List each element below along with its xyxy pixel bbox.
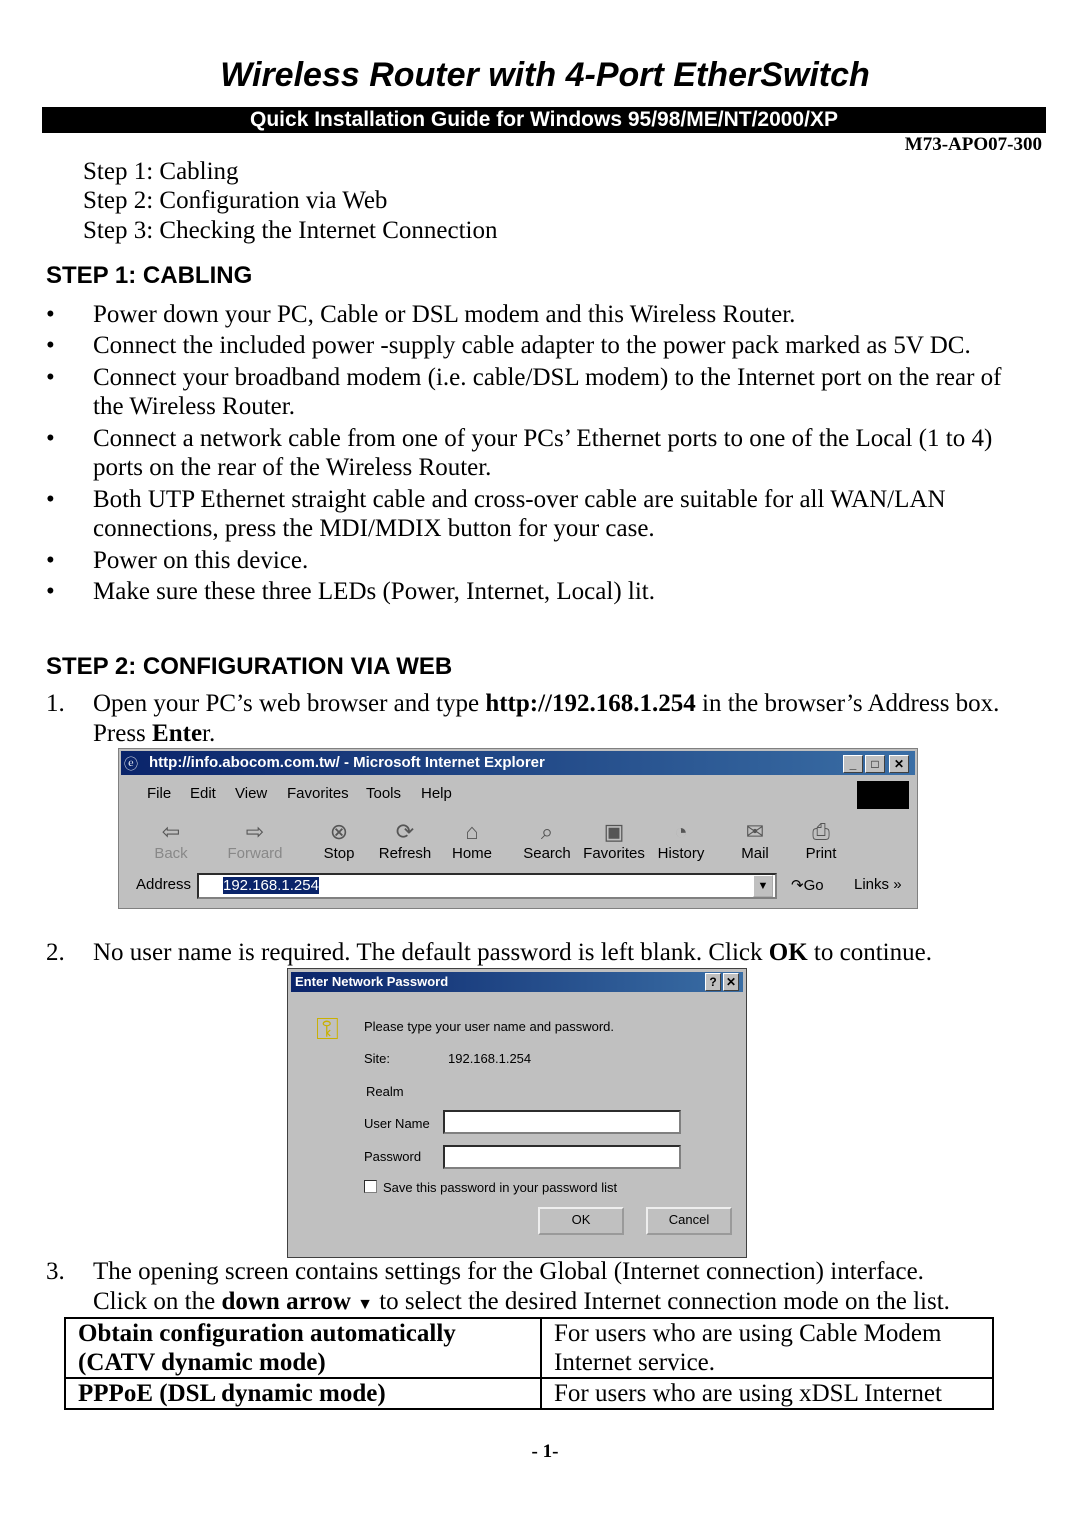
text: Press	[93, 720, 153, 747]
search-icon: ⌕	[540, 819, 554, 844]
print-button[interactable]	[791, 819, 851, 862]
bullet-text: the Wireless Router.	[93, 393, 295, 420]
text: Open your PC’s web browser and type	[93, 690, 486, 717]
home-icon: ⌂	[465, 819, 479, 844]
minimize-button[interactable]: _	[843, 755, 863, 773]
dialog-titlebar	[291, 972, 743, 992]
network-password-dialog	[287, 968, 747, 1258]
bullet-icon: •	[46, 364, 55, 391]
text: No user name is required. The default password is left blank. Click	[93, 939, 769, 966]
refresh-icon: ⟳	[395, 819, 415, 844]
step2-heading: STEP 2: CONFIGURATION VIA WEB	[46, 653, 453, 680]
bullet-icon: •	[46, 547, 55, 574]
mail-icon: ✉	[745, 819, 765, 844]
menu-help[interactable]: Help	[421, 785, 452, 802]
label: Favorites	[583, 845, 645, 862]
dialog-title: Enter Network Password	[295, 974, 449, 989]
ie-icon: ⓔ	[124, 758, 138, 773]
go-button[interactable]: ↷Go	[791, 877, 824, 894]
home-button[interactable]	[442, 819, 502, 862]
label: Stop	[323, 845, 355, 862]
item1-line1	[93, 689, 999, 719]
close-button[interactable]: ✕	[889, 755, 909, 773]
password-label: Password	[364, 1149, 422, 1164]
bullet-text: Connect your broadband modem (i.e. cable/DSL modem) to the Internet port on the rear of	[93, 364, 1002, 391]
menu-edit[interactable]: Edit	[190, 785, 216, 802]
forward-arrow-icon: ⇨	[245, 819, 265, 844]
overview-step-3: Step 3: Checking the Internet Connection	[83, 217, 498, 244]
save-password-checkbox[interactable]	[364, 1180, 377, 1193]
windows-logo-icon	[857, 781, 909, 809]
label: Forward	[227, 845, 283, 862]
password-input[interactable]	[443, 1145, 681, 1169]
browser-titlebar	[121, 751, 915, 775]
document-title: Wireless Router with 4-Port EtherSwitch	[220, 56, 870, 94]
mode-cell: PPPoE (DSL dynamic mode)	[65, 1378, 541, 1409]
help-button[interactable]: ?	[705, 973, 721, 991]
menu-view[interactable]: View	[235, 785, 268, 802]
history-button[interactable]	[651, 819, 711, 862]
realm-label: Realm	[366, 1084, 404, 1099]
maximize-button[interactable]: □	[865, 755, 885, 773]
site-label: Site:	[364, 1051, 391, 1066]
bullet-text: Connect a network cable from one of your PCs’ Ethernet ports to one of the Local (1 to 4)	[93, 425, 993, 452]
label: Back	[154, 845, 188, 862]
search-button[interactable]	[517, 819, 577, 862]
user-name-input[interactable]	[443, 1110, 681, 1134]
overview-step-2: Step 2: Configuration via Web	[83, 187, 388, 214]
text: to select the desired Internet connection mode on the list.	[379, 1288, 950, 1315]
cancel-button[interactable]: Cancel	[646, 1207, 732, 1235]
refresh-button[interactable]	[375, 819, 435, 862]
back-arrow-icon: ⇦	[161, 819, 181, 844]
ok-emphasis: OK	[768, 939, 808, 966]
label: Links	[854, 876, 890, 893]
ok-button[interactable]: OK	[538, 1207, 624, 1235]
item2-line	[93, 938, 932, 968]
print-icon: ⎙	[812, 819, 830, 844]
menu-file[interactable]: File	[147, 785, 172, 802]
text: r.	[202, 720, 216, 747]
back-button[interactable]	[141, 819, 201, 862]
subtitle-bar: Quick Installation Guide for Windows 95/98/ME/NT/2000/XP	[42, 107, 1046, 133]
forward-button[interactable]	[225, 819, 285, 862]
favorites-button[interactable]	[583, 819, 645, 862]
save-password-label[interactable]: Save this password in your password list	[383, 1180, 618, 1195]
user-name-label: User Name	[364, 1116, 430, 1131]
item-number: 3.	[46, 1258, 65, 1285]
history-icon: ◔	[674, 819, 688, 844]
mode-cell: Obtain configuration automatically (CATV dynamic mode)	[65, 1318, 541, 1378]
item-number: 2.	[46, 939, 65, 966]
bullet-text: connections, press the MDI/MDIX button for your case.	[93, 515, 655, 542]
address-label: Address	[136, 876, 192, 893]
bullet-icon: •	[46, 425, 55, 452]
text: Click on the	[93, 1288, 222, 1315]
stop-icon: ⊗	[329, 819, 349, 844]
bullet-text: Connect the included power -supply cable adapter to the power pack marked as 5V DC.	[93, 332, 971, 359]
label: Refresh	[378, 845, 432, 862]
browser-screenshot	[118, 748, 918, 909]
page-number: - 1-	[531, 1441, 559, 1462]
item3-line2	[93, 1287, 950, 1320]
down-arrow-emphasis: down arrow	[221, 1288, 351, 1315]
site-value: 192.168.1.254	[448, 1051, 532, 1066]
enter-key: Ente	[152, 720, 203, 747]
address-dropdown-button[interactable]: ▼	[753, 875, 773, 897]
table-row	[65, 1318, 993, 1378]
stop-button[interactable]	[309, 819, 369, 862]
label: History	[657, 845, 705, 862]
bullet-icon: •	[46, 486, 55, 513]
bullet-icon: •	[46, 332, 55, 359]
router-url: http://192.168.1.254	[485, 690, 696, 717]
bullet-text: Power on this device.	[93, 547, 309, 574]
bullet-text: Both UTP Ethernet straight cable and cross-over cable are suitable for all WAN/LAN	[93, 486, 946, 513]
menu-favorites[interactable]: Favorites	[287, 785, 349, 802]
model-code: M73-APO07-300	[904, 134, 1042, 155]
bullet-text: Make sure these three LEDs (Power, Internet, Local) lit.	[93, 578, 655, 605]
description-cell: For users who are using Cable Modem Internet service.	[541, 1318, 993, 1378]
label: Go	[803, 877, 824, 894]
dialog-prompt: Please type your user name and password.	[364, 1019, 615, 1034]
table-row	[65, 1378, 993, 1409]
menu-tools[interactable]: Tools	[366, 785, 402, 802]
bullet-icon: •	[46, 301, 55, 328]
mail-button[interactable]	[725, 819, 785, 862]
key-icon: ⚿	[316, 1013, 339, 1046]
links-button[interactable]: Links »	[854, 876, 902, 893]
label: Print	[805, 845, 837, 862]
label: Home	[451, 845, 492, 862]
bullet-text: ports on the rear of the Wireless Router.	[93, 454, 492, 481]
item1-line2	[93, 719, 215, 749]
label: Search	[523, 845, 571, 862]
item-number: 1.	[46, 690, 65, 717]
bullet-text: Power down your PC, Cable or DSL modem and this Wireless Router.	[93, 301, 796, 328]
item3-line1: The opening screen contains settings for the Global (Internet connection) interface.	[93, 1258, 924, 1285]
address-value: 192.168.1.254	[223, 877, 319, 894]
overview-step-1: Step 1: Cabling	[83, 158, 239, 185]
text: to continue.	[807, 939, 932, 966]
description-cell: For users who are using xDSL Internet	[541, 1378, 993, 1409]
down-arrow-icon: ▼	[357, 1296, 373, 1313]
bullet-icon: •	[46, 578, 55, 605]
label: Mail	[741, 845, 769, 862]
browser-title: http://info.abocom.com.tw/ - Microsoft Internet Explorer	[149, 754, 545, 771]
close-button[interactable]: ✕	[723, 973, 739, 991]
text: in the browser’s Address box.	[695, 690, 1000, 717]
step1-heading: STEP 1: CABLING	[46, 262, 253, 289]
address-input[interactable]	[197, 873, 777, 899]
connection-mode-table	[64, 1317, 994, 1410]
favorites-folder-icon: ▣	[603, 819, 625, 844]
